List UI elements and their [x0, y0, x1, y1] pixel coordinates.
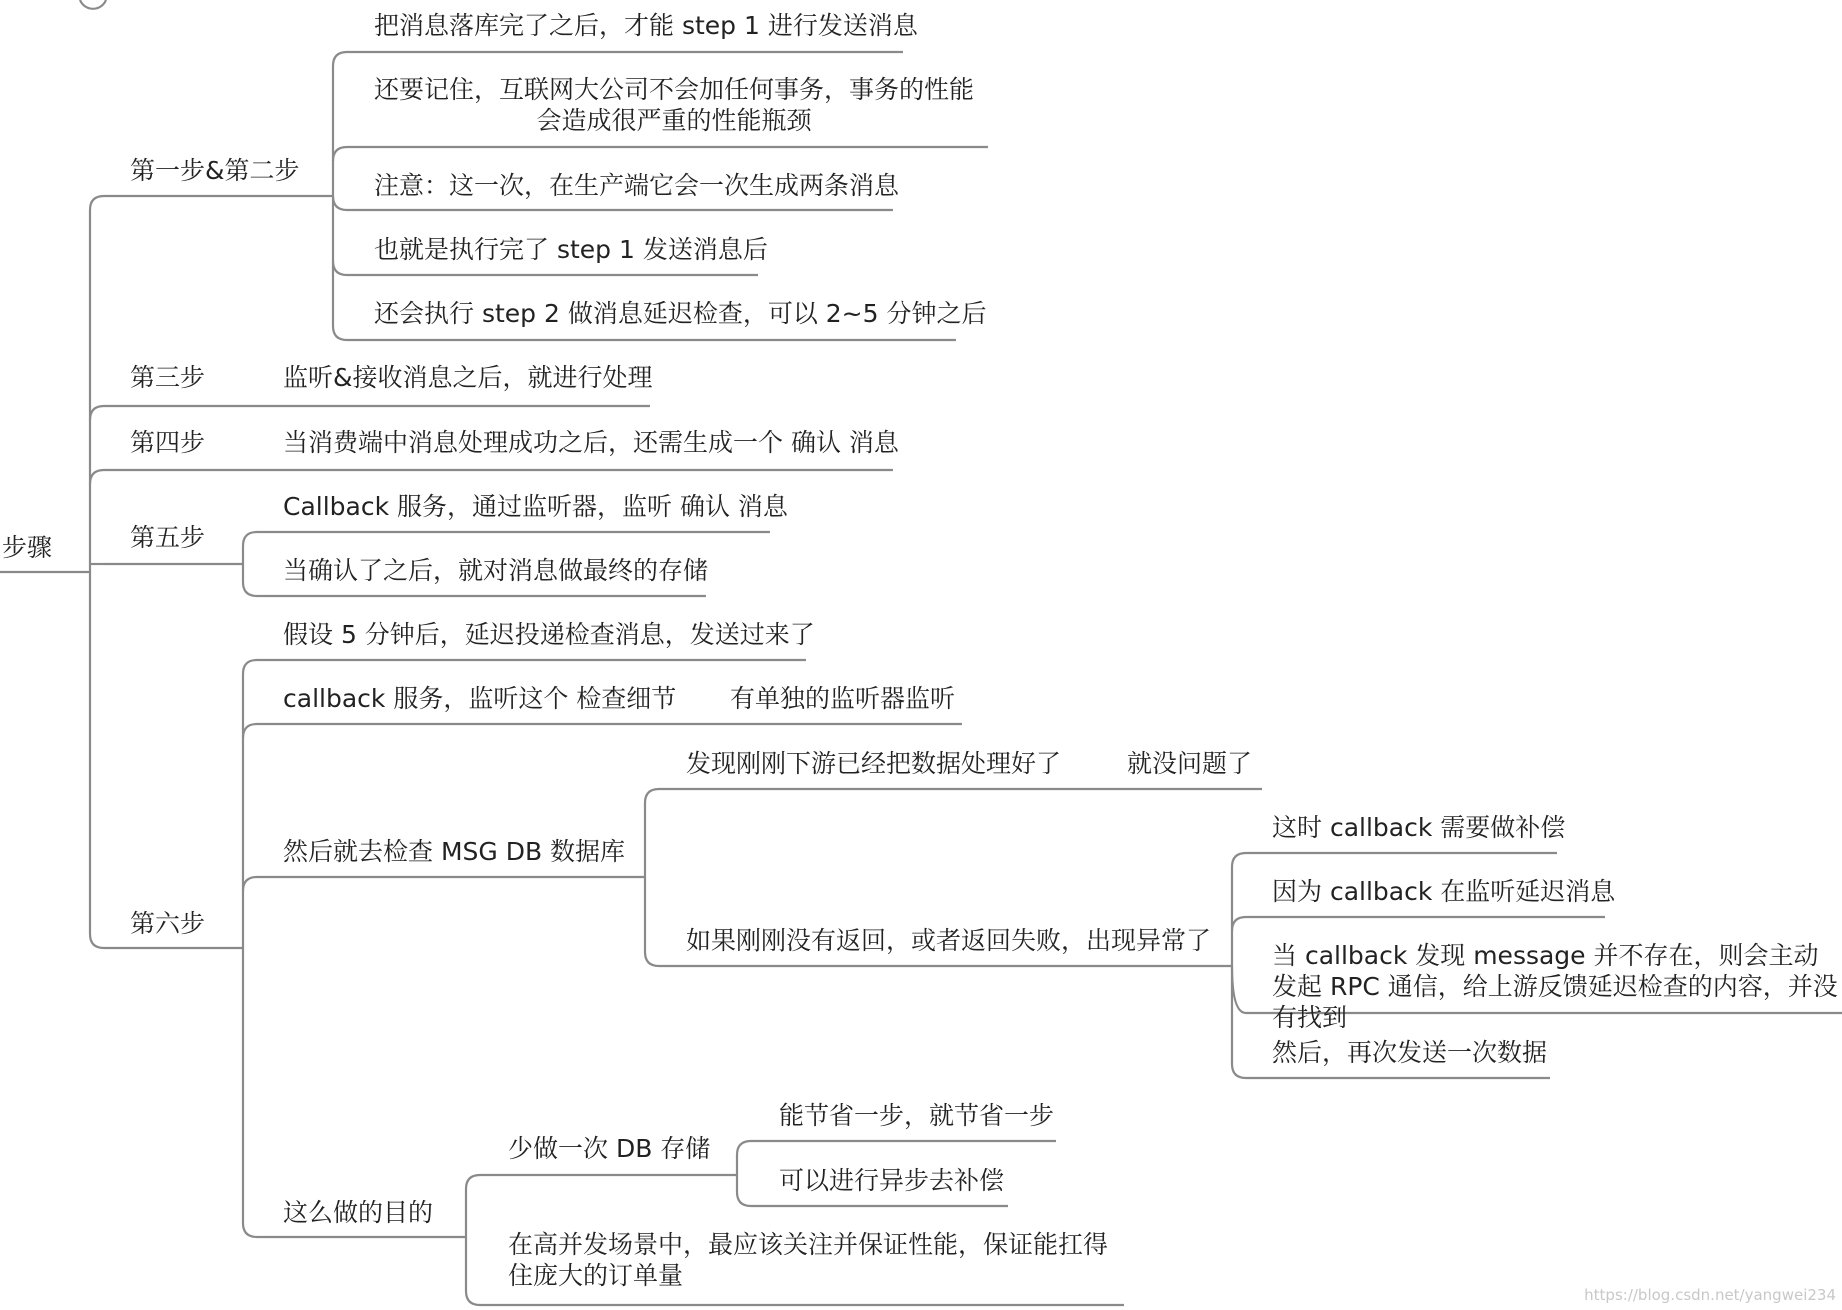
node-s6-3b1: 这时 callback 需要做补偿 — [1272, 813, 1566, 842]
node-s5-2: 当确认了之后，就对消息做最终的存储 — [283, 556, 709, 585]
s6-4a-bracket-upper — [737, 1141, 751, 1175]
s12-branch-4 — [333, 261, 347, 275]
node-s6-3b2: 因为 callback 在监听延迟消息 — [1272, 877, 1616, 906]
s6-4-bracket-upper — [466, 1175, 480, 1237]
s12-bracket-upper — [333, 52, 347, 196]
branch-s4 — [90, 470, 104, 484]
s6-4a-bracket-lower — [737, 1175, 751, 1206]
s6-3b-branch-2 — [1232, 917, 1246, 931]
s6-3-bracket-lower — [645, 877, 659, 966]
node-s6-4a2: 可以进行异步去补偿 — [779, 1166, 1005, 1195]
root-circle-fragment — [80, 0, 106, 9]
trunk-upper — [90, 196, 104, 572]
root-node: 步骤 — [2, 533, 53, 562]
s6-bracket-upper — [243, 660, 257, 948]
node-s3-1: 监听&接收消息之后，就进行处理 — [283, 363, 653, 392]
s6-3b-bracket-lower — [1232, 966, 1246, 1078]
node-s5-1: Callback 服务，通过监听器，监听 确认 消息 — [283, 492, 788, 521]
s5-bracket-lower — [243, 564, 257, 596]
node-s6-4b: 在高并发场景中，最应该关注并保证性能，保证能扛得住庞大的订单量 — [508, 1230, 1109, 1290]
node-s6-2a: 有单独的监听器监听 — [730, 684, 956, 713]
node-s12-3: 注意：这一次，在生产端它会一次生成两条消息 — [374, 171, 900, 200]
s6-branch-2 — [243, 724, 257, 738]
node-s6-4: 这么做的目的 — [283, 1198, 434, 1227]
node-s12-2: 还要记住，互联网大公司不会加任何事务，事务的性能会造成很严重的性能瓶颈 — [374, 75, 975, 135]
node-s6-3a1: 就没问题了 — [1127, 749, 1253, 778]
node-s6-3b4: 然后，再次发送一次数据 — [1272, 1038, 1548, 1067]
node-s6-3b3: 当 callback 发现 message 并不存在，则会主动发起 RPC 通信，给上游反馈延迟检查的内容，并没有找到 — [1272, 941, 1838, 1032]
s12-branch-2 — [333, 147, 347, 161]
node-step-5: 第五步 — [130, 523, 206, 552]
node-step-1-2: 第一步&第二步 — [130, 156, 300, 185]
node-s12-1: 把消息落库完了之后，才能 step 1 进行发送消息 — [374, 11, 918, 40]
node-step-4: 第四步 — [130, 428, 206, 457]
node-s6-2: callback 服务，监听这个 检查细节 — [283, 684, 677, 713]
node-s6-1: 假设 5 分钟后，延迟投递检查消息，发送过来了 — [283, 620, 815, 649]
node-s6-3a: 发现刚刚下游已经把数据处理好了 — [686, 749, 1062, 778]
s6-branch-3 — [243, 877, 257, 891]
node-s6-3: 然后就去检查 MSG DB 数据库 — [283, 837, 626, 866]
trunk-lower — [90, 572, 104, 948]
s6-3-bracket-upper — [645, 789, 659, 877]
s6-4-bracket-lower — [466, 1237, 480, 1305]
s6-3b-bracket-upper — [1232, 853, 1246, 966]
s12-branch-3 — [333, 196, 347, 210]
node-s12-4: 也就是执行完了 step 1 发送消息后 — [374, 235, 768, 264]
node-s12-5: 还会执行 step 2 做消息延迟检查，可以 2~5 分钟之后 — [374, 299, 987, 328]
node-s4-1: 当消费端中消息处理成功之后，还需生成一个 确认 消息 — [283, 428, 899, 457]
watermark: https://blog.csdn.net/yangwei234 — [1584, 1286, 1836, 1304]
s6-bracket-lower — [243, 948, 257, 1237]
s5-bracket-upper — [243, 532, 257, 564]
s6-3b-branch-3 — [1232, 966, 1246, 1013]
node-s6-4a: 少做一次 DB 存储 — [508, 1134, 711, 1163]
node-step-6: 第六步 — [130, 909, 206, 938]
node-s6-4a1: 能节省一步，就节省一步 — [779, 1101, 1055, 1130]
node-step-3: 第三步 — [130, 363, 206, 392]
node-s6-3b: 如果刚刚没有返回，或者返回失败，出现异常了 — [686, 926, 1212, 955]
branch-s3 — [90, 406, 104, 420]
